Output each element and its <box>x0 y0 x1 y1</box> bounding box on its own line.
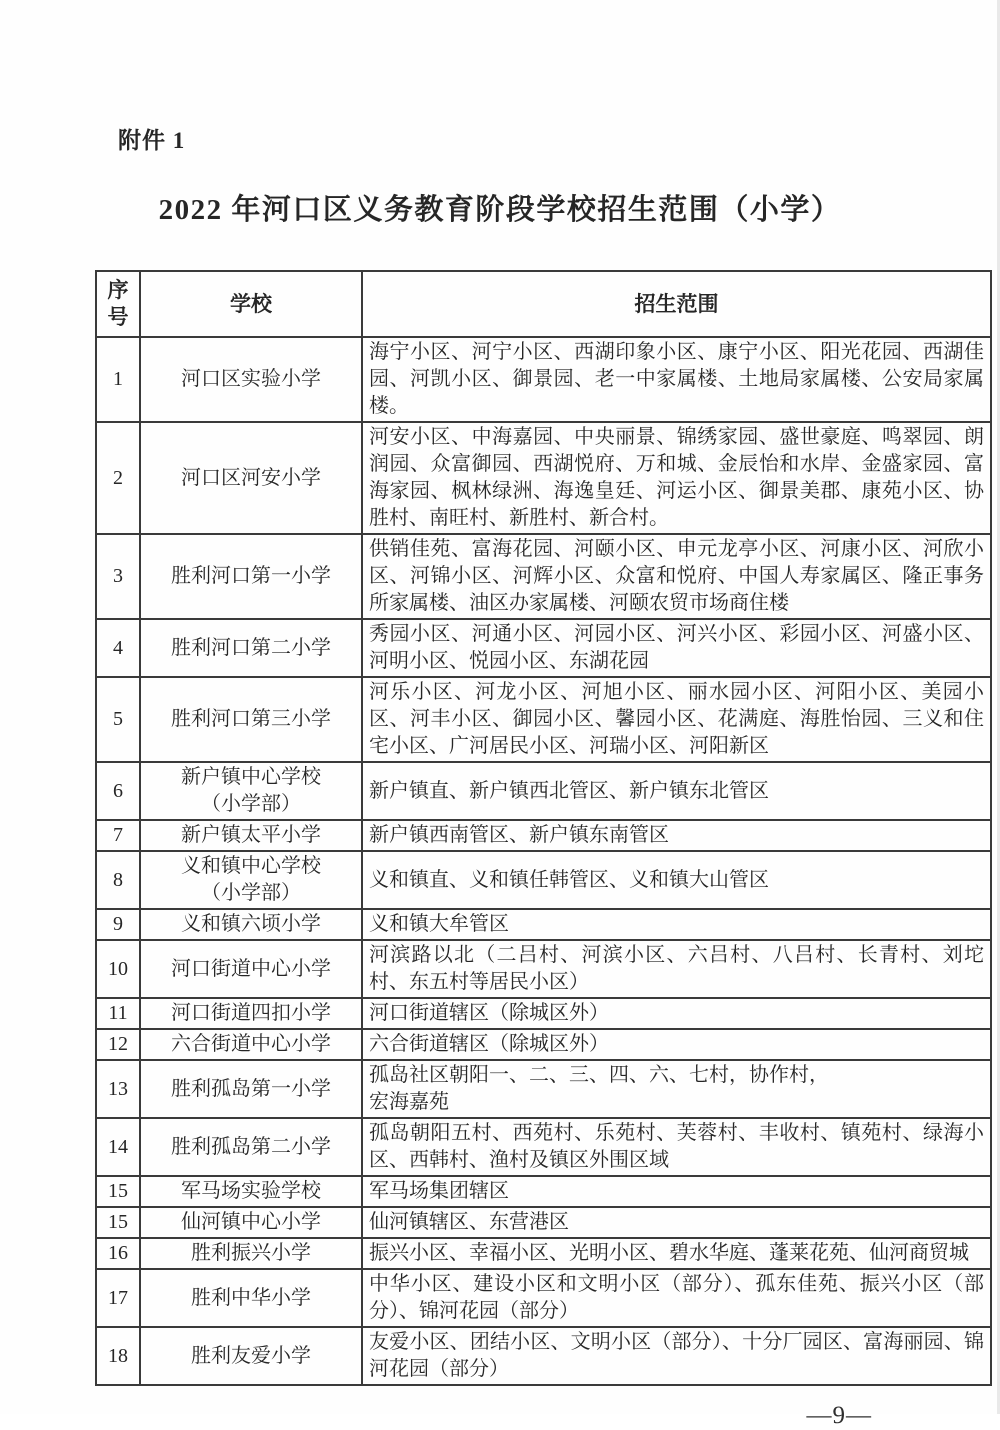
school-name-cell: 新户镇太平小学 <box>140 820 362 851</box>
table-row <box>96 909 991 940</box>
table-row <box>96 1207 991 1238</box>
column-header-index: 序号 <box>96 271 140 337</box>
row-index-cell: 4 <box>96 619 140 677</box>
column-header-school: 学校 <box>140 271 362 337</box>
cell-line: 宏海嘉苑 <box>369 1091 449 1113</box>
school-name-cell: 河口区实验小学 <box>140 337 362 422</box>
enrollment-range-cell <box>362 1060 991 1118</box>
enrollment-range-cell: 河滨路以北（二吕村、河滨小区、六吕村、八吕村、长青村、刘坨村、东五村等居民小区） <box>362 940 991 998</box>
table-row <box>96 1238 991 1269</box>
enrollment-table <box>95 270 992 1386</box>
header-row <box>96 271 991 337</box>
enrollment-range-cell: 孤岛朝阳五村、西苑村、乐苑村、芙蓉村、丰收村、镇苑村、绿海小区、西韩村、渔村及镇区外围区域 <box>362 1118 991 1176</box>
row-index-cell: 9 <box>96 909 140 940</box>
school-name-cell: 胜利河口第二小学 <box>140 619 362 677</box>
school-name-cell <box>140 851 362 909</box>
table-row <box>96 1118 991 1176</box>
enrollment-range-cell: 供销佳苑、富海花园、河颐小区、申元龙亭小区、河康小区、河欣小区、河锦小区、河辉小区、众富和悦府、中国人寿家属区、隆正事务所家属楼、油区办家属楼、河颐农贸市场商住楼 <box>362 534 991 619</box>
table-row <box>96 998 991 1029</box>
row-index-cell: 15 <box>96 1176 140 1207</box>
school-name-cell: 义和镇六顷小学 <box>140 909 362 940</box>
row-index-cell: 10 <box>96 940 140 998</box>
cell-line: 孤岛社区朝阳一、二、三、四、六、七村，协作村， <box>369 1064 829 1086</box>
table-row <box>96 762 991 820</box>
row-index-cell: 5 <box>96 677 140 762</box>
row-index-cell: 16 <box>96 1238 140 1269</box>
enrollment-range-cell: 义和镇大牟管区 <box>362 909 991 940</box>
table-row <box>96 1176 991 1207</box>
table-row <box>96 619 991 677</box>
table-row <box>96 1029 991 1060</box>
enrollment-range-cell: 中华小区、建设小区和文明小区（部分）、孤东佳苑、振兴小区（部分）、锦河花园（部分） <box>362 1269 991 1327</box>
enrollment-range-cell: 振兴小区、幸福小区、光明小区、碧水华庭、蓬莱花苑、仙河商贸城 <box>362 1238 991 1269</box>
school-name-cell: 胜利中华小学 <box>140 1269 362 1327</box>
row-index-cell: 6 <box>96 762 140 820</box>
cell-line: 新户镇中心学校 <box>181 766 321 788</box>
table-header <box>96 271 991 337</box>
school-name-cell: 胜利振兴小学 <box>140 1238 362 1269</box>
row-index-cell: 18 <box>96 1327 140 1385</box>
school-name-cell: 六合街道中心小学 <box>140 1029 362 1060</box>
table-body <box>96 337 991 1385</box>
school-name-cell: 胜利河口第三小学 <box>140 677 362 762</box>
page-title: 2022 年河口区义务教育阶段学校招生范围（小学） <box>158 194 842 226</box>
row-index-cell: 3 <box>96 534 140 619</box>
row-index-cell: 1 <box>96 337 140 422</box>
row-index-cell: 12 <box>96 1029 140 1060</box>
table-row <box>96 1060 991 1118</box>
cell-line: （小学部） <box>201 793 301 815</box>
school-name-cell: 河口街道中心小学 <box>140 940 362 998</box>
enrollment-range-cell: 友爱小区、团结小区、文明小区（部分）、十分厂园区、富海丽园、锦河花园（部分） <box>362 1327 991 1385</box>
enrollment-range-cell: 仙河镇辖区、东营港区 <box>362 1207 991 1238</box>
row-index-cell: 14 <box>96 1118 140 1176</box>
page-number: —9— <box>806 1402 872 1429</box>
school-name-cell: 河口区河安小学 <box>140 422 362 534</box>
enrollment-range-cell: 义和镇直、义和镇任韩管区、义和镇大山管区 <box>362 851 991 909</box>
table-row <box>96 534 991 619</box>
row-index-cell: 11 <box>96 998 140 1029</box>
row-index-cell: 13 <box>96 1060 140 1118</box>
column-header-range: 招生范围 <box>362 271 991 337</box>
cell-line: 义和镇中心学校 <box>181 855 321 877</box>
enrollment-range-cell: 河安小区、中海嘉园、中央丽景、锦绣家园、盛世豪庭、鸣翠园、朗润园、众富御园、西湖悦府、万和城、金辰怡和水岸、金盛家园、富海家园、枫林绿洲、海逸皇廷、河运小区、御景美郡、康苑小区、协胜村、南旺村、新胜村、新合村。 <box>362 422 991 534</box>
row-index-cell: 15 <box>96 1207 140 1238</box>
table-row <box>96 820 991 851</box>
enrollment-range-cell: 海宁小区、河宁小区、西湖印象小区、康宁小区、阳光花园、西湖佳园、河凯小区、御景园、老一中家属楼、土地局家属楼、公安局家属楼。 <box>362 337 991 422</box>
attachment-label: 附件 1 <box>118 128 186 153</box>
school-name-cell: 军马场实验学校 <box>140 1176 362 1207</box>
table-row <box>96 851 991 909</box>
school-name-cell: 胜利孤岛第二小学 <box>140 1118 362 1176</box>
enrollment-range-cell: 秀园小区、河通小区、河园小区、河兴小区、彩园小区、河盛小区、河明小区、悦园小区、东湖花园 <box>362 619 991 677</box>
enrollment-range-cell: 军马场集团辖区 <box>362 1176 991 1207</box>
row-index-cell: 2 <box>96 422 140 534</box>
table-row <box>96 1327 991 1385</box>
enrollment-range-cell: 河口街道辖区（除城区外） <box>362 998 991 1029</box>
row-index-cell: 17 <box>96 1269 140 1327</box>
enrollment-range-cell: 新户镇直、新户镇西北管区、新户镇东北管区 <box>362 762 991 820</box>
school-name-cell <box>140 762 362 820</box>
enrollment-range-cell: 六合街道辖区（除城区外） <box>362 1029 991 1060</box>
school-name-cell: 胜利友爱小学 <box>140 1327 362 1385</box>
enrollment-range-cell: 河乐小区、河龙小区、河旭小区、丽水园小区、河阳小区、美园小区、河丰小区、御园小区、馨园小区、花满庭、海胜怡园、三义和住宅小区、广河居民小区、河瑞小区、河阳新区 <box>362 677 991 762</box>
table-row <box>96 677 991 762</box>
school-name-cell: 河口街道四扣小学 <box>140 998 362 1029</box>
row-index-cell: 8 <box>96 851 140 909</box>
school-name-cell: 胜利河口第一小学 <box>140 534 362 619</box>
table-row <box>96 337 991 422</box>
school-name-cell: 仙河镇中心小学 <box>140 1207 362 1238</box>
table-row <box>96 422 991 534</box>
school-name-cell: 胜利孤岛第一小学 <box>140 1060 362 1118</box>
row-index-cell: 7 <box>96 820 140 851</box>
cell-line: （小学部） <box>201 882 301 904</box>
table-row <box>96 940 991 998</box>
enrollment-range-cell: 新户镇西南管区、新户镇东南管区 <box>362 820 991 851</box>
table-row <box>96 1269 991 1327</box>
